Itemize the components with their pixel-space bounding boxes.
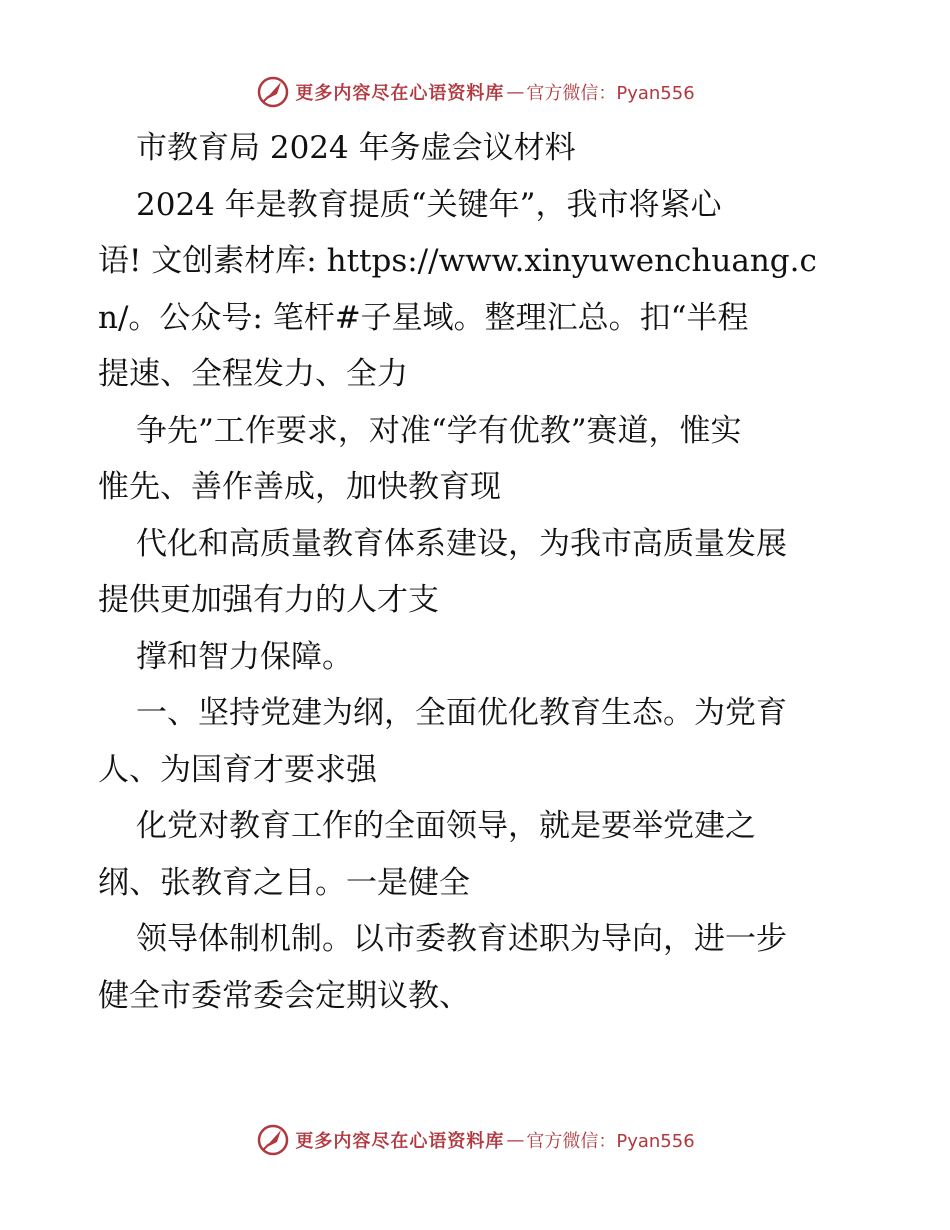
quill-logo-icon	[255, 74, 291, 110]
watermark-text: 更多内容尽在心语资料库	[295, 1131, 505, 1152]
document-body	[98, 120, 852, 1024]
watermark-wechat-id: 官方微信：Pyan556	[526, 1131, 695, 1152]
text-line: 争先”工作要求，对准“学有优教”赛道，惟实	[136, 412, 742, 449]
text-line: 一、坚持党建为纲，全面优化教育生态。为党育	[136, 695, 787, 731]
text-line: 市教育局 2024 年务虚会议材料	[136, 130, 576, 166]
text-line: n/。公众号: 笔杆#子星域。整理汇总。扣“半程	[98, 299, 749, 336]
text-line: 语! 文创素材库: https://www.xinyuwenchuang.c	[98, 243, 817, 279]
text-line: 惟先、善作善成，加快教育现	[98, 469, 501, 505]
header-watermark	[0, 72, 950, 112]
watermark-text: 更多内容尽在心语资料库	[295, 83, 505, 104]
text-line: 人、为国育才要求强	[98, 751, 377, 788]
text-line: 提供更加强有力的人才支	[98, 582, 439, 618]
quill-logo-icon	[255, 1122, 291, 1158]
text-line: 提速、全程发力、全力	[98, 356, 408, 392]
watermark-separator: —	[506, 81, 525, 103]
watermark-wechat-id: 官方微信：Pyan556	[526, 83, 695, 104]
text-line: 纲、张教育之目。一是健全	[98, 864, 470, 901]
text-line: 化党对教育工作的全面领导，就是要举党建之	[136, 808, 756, 844]
text-line: 2024 年是教育提质“关键年”，我市将紧心	[136, 186, 722, 223]
watermark-separator: —	[506, 1129, 525, 1151]
text-line: 代化和高质量教育体系建设，为我市高质量发展	[136, 525, 787, 562]
text-line: 撑和智力保障。	[136, 638, 353, 675]
footer-watermark	[0, 1120, 950, 1160]
text-line: 领导体制机制。以市委教育述职为导向，进一步	[136, 921, 787, 957]
text-line: 健全市委常委会定期议教、	[98, 977, 470, 1014]
